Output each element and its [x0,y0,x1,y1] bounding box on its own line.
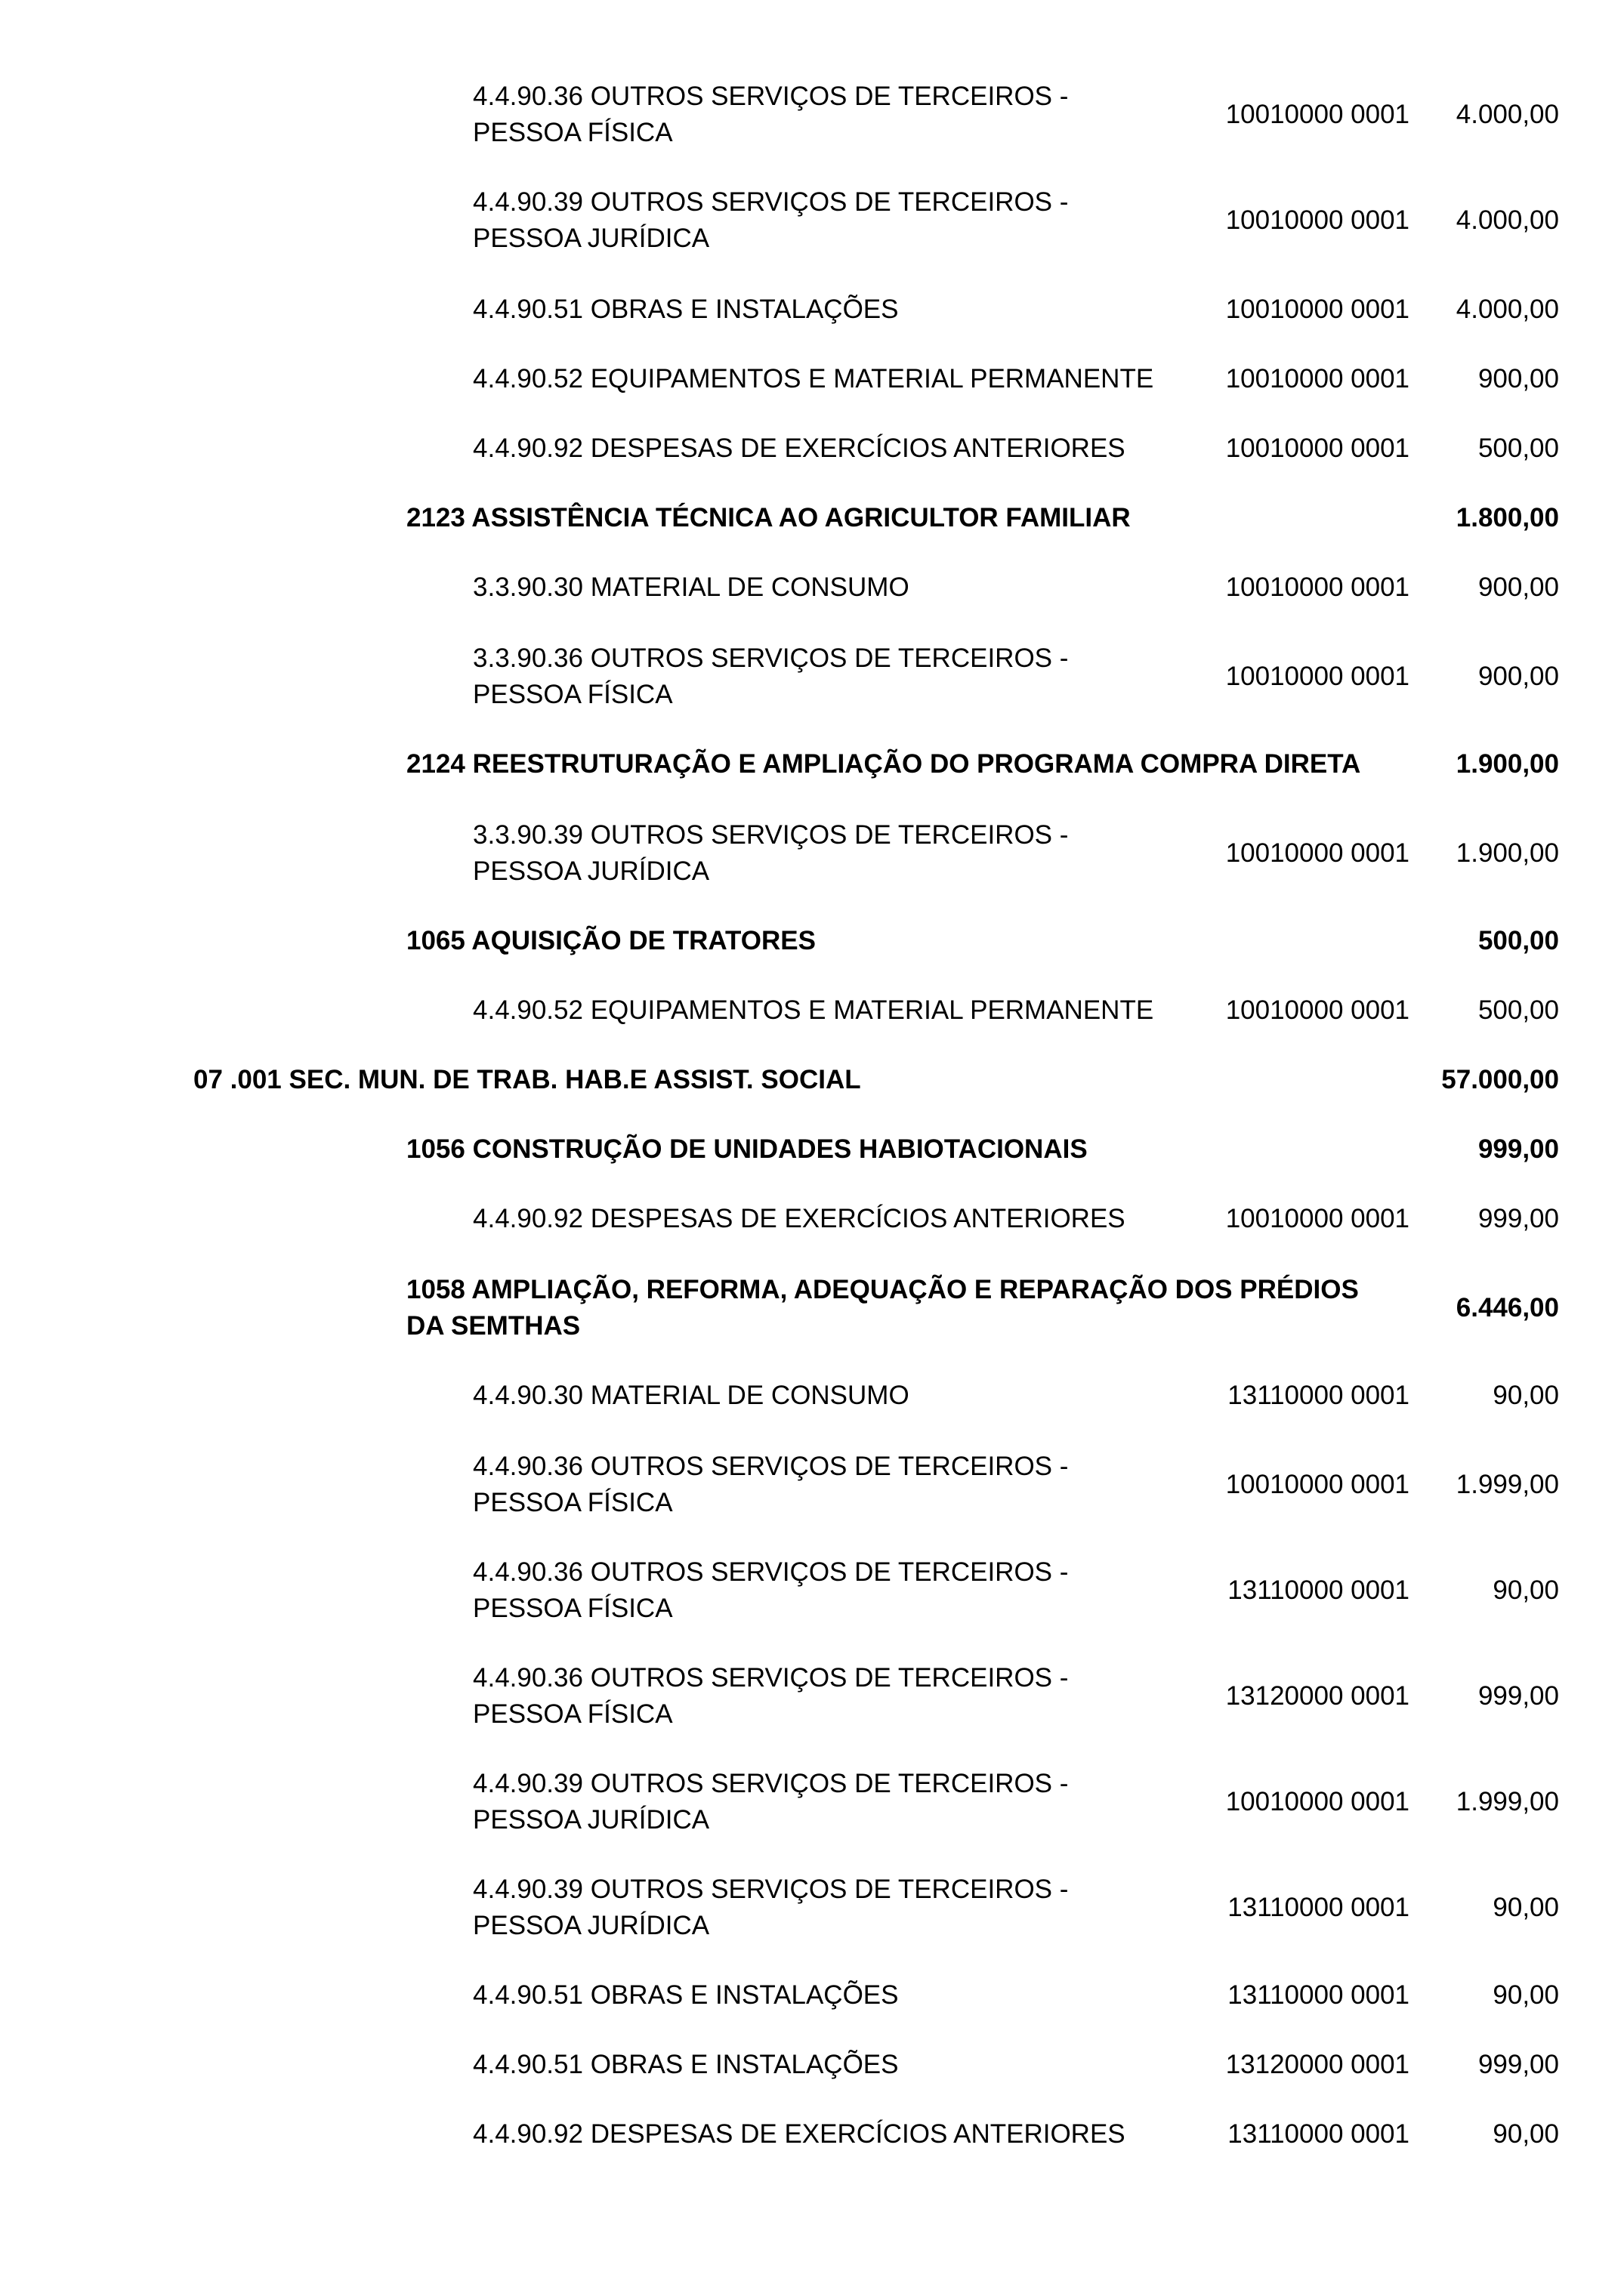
line-value: 90,00 [1493,1980,1559,2010]
budget-line-item [473,430,1559,467]
line-description: 4.4.90.30 MATERIAL DE CONSUMO [473,1381,909,1410]
budget-line-item [473,292,1559,328]
action-total: 999,00 [1477,1134,1559,1164]
line-source-code: 10010000 0001 [1225,205,1409,235]
line-value: 4.000,00 [1456,205,1559,235]
budget-line-item [473,361,1559,397]
budget-line-item [473,639,1559,714]
line-description: 4.4.90.36 OUTROS SERVIÇOS DE TERCEIROS - PESSOA FÍSICA [473,1452,1069,1517]
line-source-code: 10010000 0001 [1225,995,1409,1025]
line-description: 3.3.90.39 OUTROS SERVIÇOS DE TERCEIROS - PESSOA JURÍDICA [473,820,1069,886]
action-total: 1.800,00 [1456,503,1559,532]
line-value: 500,00 [1477,434,1559,463]
line-description: 4.4.90.39 OUTROS SERVIÇOS DE TERCEIROS - PESSOA JURÍDICA [473,187,1069,253]
line-description: 4.4.90.52 EQUIPAMENTOS E MATERIAL PERMANENTE [473,364,1154,393]
line-value: 90,00 [1493,1381,1559,1410]
line-source-code: 10010000 0001 [1225,1470,1409,1499]
line-source-code: 10010000 0001 [1225,434,1409,463]
budget-line-item [473,1977,1559,2014]
budget-line-item [473,816,1559,891]
budget-line-item [473,569,1559,606]
line-value: 1.999,00 [1456,1470,1559,1499]
line-description: 4.4.90.36 OUTROS SERVIÇOS DE TERCEIROS - PESSOA FÍSICA [473,1663,1069,1729]
budget-action-header [406,746,1559,782]
budget-line-item [473,1870,1559,1946]
budget-line-item [473,1764,1559,1840]
line-value: 999,00 [1477,1681,1559,1711]
line-source-code: 10010000 0001 [1225,662,1409,691]
line-value: 900,00 [1477,662,1559,691]
line-value: 90,00 [1493,2119,1559,2149]
line-source-code: 10010000 0001 [1225,838,1409,868]
line-description: 4.4.90.36 OUTROS SERVIÇOS DE TERCEIROS - PESSOA FÍSICA [473,1557,1069,1623]
line-value: 1.999,00 [1456,1787,1559,1816]
line-description: 4.4.90.51 OBRAS E INSTALAÇÕES [473,2050,899,2079]
budget-action-header [406,1131,1559,1168]
budget-line-item [473,2116,1559,2152]
line-value: 500,00 [1477,995,1559,1025]
budget-line-item [473,2047,1559,2083]
line-value: 90,00 [1493,1575,1559,1605]
line-value: 4.000,00 [1456,100,1559,129]
action-description: 1058 AMPLIAÇÃO, REFORMA, ADEQUAÇÃO E REPARAÇÃO DOS PRÉDIOS DA SEMTHAS [406,1275,1359,1341]
line-source-code: 10010000 0001 [1225,1787,1409,1816]
line-source-code: 13110000 0001 [1227,1381,1409,1410]
action-description: 1056 CONSTRUÇÃO DE UNIDADES HABIOTACIONAIS [406,1134,1088,1164]
line-value: 999,00 [1477,1204,1559,1233]
budget-line-item [473,77,1559,153]
action-description: 2123 ASSISTÊNCIA TÉCNICA AO AGRICULTOR FAMILIAR [406,503,1131,532]
budget-line-item [473,992,1559,1029]
budget-action-header [406,923,1559,959]
budget-line-item [473,1201,1559,1237]
line-value: 999,00 [1477,2050,1559,2079]
unit-total: 57.000,00 [1441,1065,1559,1094]
budget-unit-header [193,1062,1559,1098]
line-description: 4.4.90.51 OBRAS E INSTALAÇÕES [473,1980,899,2010]
line-source-code: 13110000 0001 [1227,2119,1409,2149]
line-description: 4.4.90.92 DESPESAS DE EXERCÍCIOS ANTERIORES [473,2119,1125,2149]
line-source-code: 10010000 0001 [1225,100,1409,129]
line-value: 90,00 [1493,1893,1559,1922]
action-total: 1.900,00 [1456,749,1559,779]
action-total: 6.446,00 [1456,1293,1559,1322]
budget-line-item [473,1553,1559,1628]
line-description: 4.4.90.39 OUTROS SERVIÇOS DE TERCEIROS - PESSOA JURÍDICA [473,1769,1069,1835]
action-total: 500,00 [1477,926,1559,955]
unit-description: 07 .001 SEC. MUN. DE TRAB. HAB.E ASSIST. SOCIAL [193,1065,861,1094]
action-description: 1065 AQUISIÇÃO DE TRATORES [406,926,816,955]
line-source-code: 10010000 0001 [1225,572,1409,602]
budget-action-header [406,1270,1559,1346]
budget-line-item [473,1378,1559,1414]
line-value: 1.900,00 [1456,838,1559,868]
line-source-code: 13110000 0001 [1227,1980,1409,2010]
line-value: 4.000,00 [1456,295,1559,324]
line-source-code: 13110000 0001 [1227,1575,1409,1605]
line-description: 4.4.90.92 DESPESAS DE EXERCÍCIOS ANTERIORES [473,1204,1125,1233]
line-value: 900,00 [1477,572,1559,602]
line-description: 4.4.90.36 OUTROS SERVIÇOS DE TERCEIROS - PESSOA FÍSICA [473,82,1069,147]
line-source-code: 10010000 0001 [1225,295,1409,324]
line-description: 4.4.90.39 OUTROS SERVIÇOS DE TERCEIROS - PESSOA JURÍDICA [473,1875,1069,1940]
line-description: 4.4.90.52 EQUIPAMENTOS E MATERIAL PERMANENTE [473,995,1154,1025]
line-value: 900,00 [1477,364,1559,393]
budget-action-header [406,500,1559,536]
line-source-code: 10010000 0001 [1225,364,1409,393]
line-source-code: 13110000 0001 [1227,1893,1409,1922]
line-description: 3.3.90.30 MATERIAL DE CONSUMO [473,572,909,602]
line-source-code: 13120000 0001 [1225,1681,1409,1711]
line-description: 4.4.90.92 DESPESAS DE EXERCÍCIOS ANTERIORES [473,434,1125,463]
line-source-code: 10010000 0001 [1225,1204,1409,1233]
line-description: 4.4.90.51 OBRAS E INSTALAÇÕES [473,295,899,324]
budget-line-item [473,183,1559,258]
budget-line-item [473,1447,1559,1523]
budget-line-item [473,1659,1559,1734]
line-source-code: 13120000 0001 [1225,2050,1409,2079]
line-description: 3.3.90.36 OUTROS SERVIÇOS DE TERCEIROS - PESSOA FÍSICA [473,643,1069,709]
action-description: 2124 REESTRUTURAÇÃO E AMPLIAÇÃO DO PROGRAMA COMPRA DIRETA [406,749,1361,779]
